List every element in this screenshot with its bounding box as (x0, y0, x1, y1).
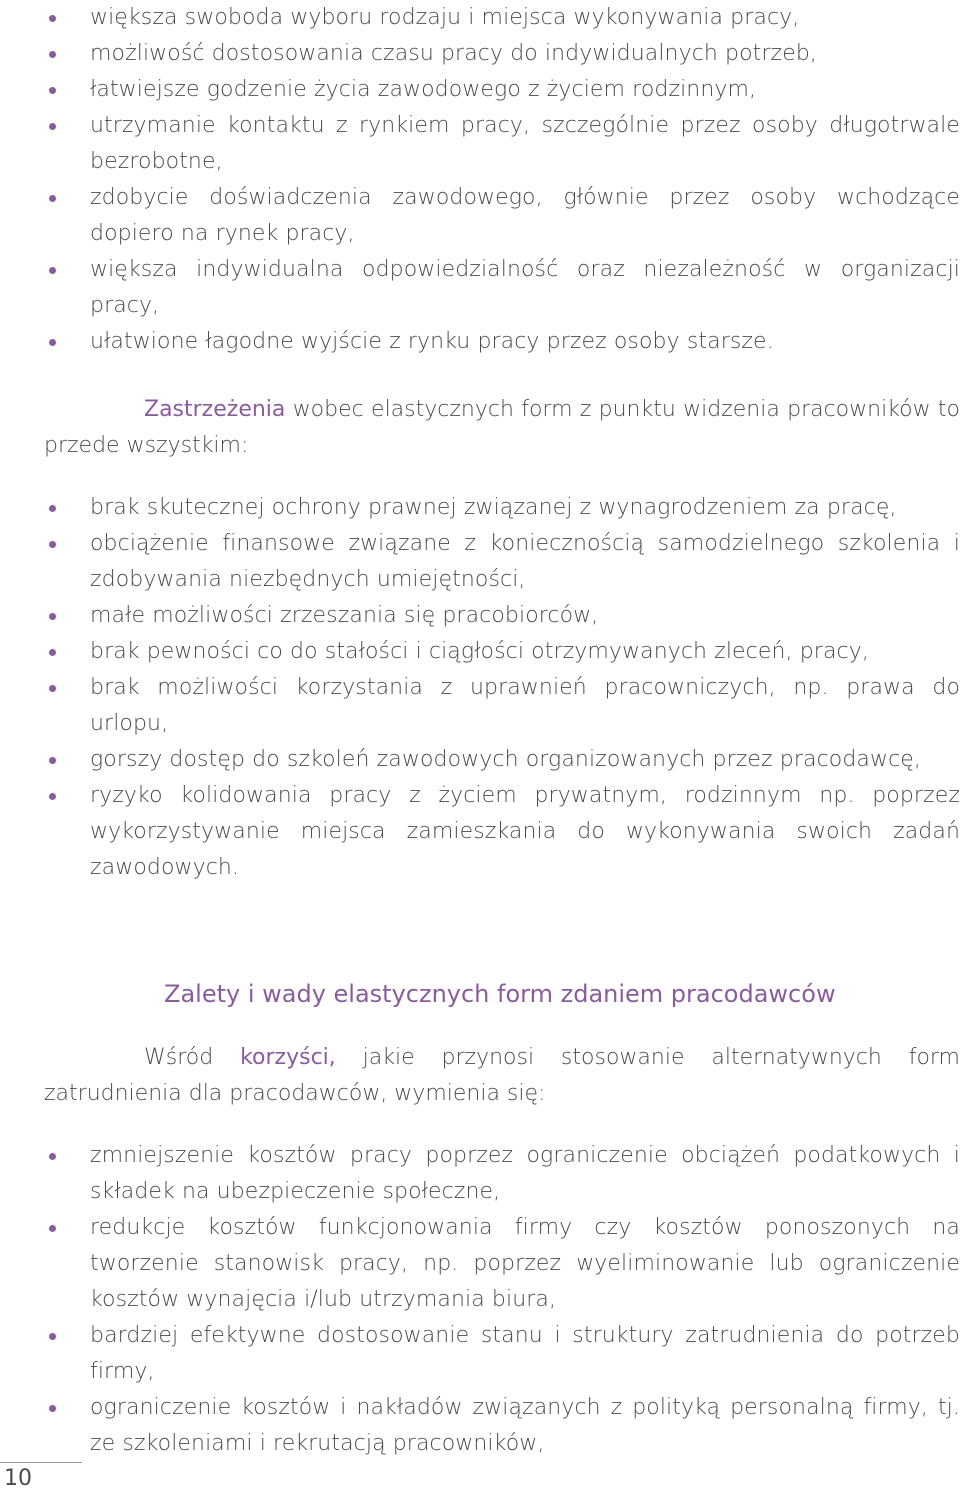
list-item: redukcje kosztów funkcjonowania firmy czy kosztów ponoszonych na tworzenie stanowisk pracy, np. poprzez wyeliminowanie lub ograniczenie kosztów wynajęcia i/lub utrzymania biura, (44, 1210, 960, 1318)
advantages-list (44, 0, 960, 360)
reservations-intro-text: wobec elastycznych form z punktu widzenia pracowników to przede wszystkim: (44, 397, 960, 458)
list-item: zmniejszenie kosztów pracy poprzez ograniczenie obciążeń podatkowych i składek na ubezpieczenie społeczne, (44, 1138, 960, 1210)
list-item: ryzyko kolidowania pracy z życiem prywatnym, rodzinnym np. poprzez wykorzystywanie miejsca zamieszkania do wykonywania swoich zadań zawodowych. (44, 778, 960, 886)
list-item: ograniczenie kosztów i nakładów związanych z polityką personalną firmy, tj. ze szkoleniami i rekrutacją pracowników, (44, 1390, 960, 1462)
benefits-intro-before: Wśród (144, 1045, 241, 1070)
list-item: obciążenie finansowe związane z koniecznością samodzielnego szkolenia i zdobywania niezbędnych umiejętności, (44, 526, 960, 598)
document-page (44, 0, 960, 1462)
reservations-highlight: Zastrzeżenia (144, 397, 286, 422)
list-item: łatwiejsze godzenie życia zawodowego z życiem rodzinnym, (44, 72, 960, 108)
list-item: brak pewności co do stałości i ciągłości otrzymywanych zleceń, pracy, (44, 634, 960, 670)
section-heading: Zalety i wady elastycznych form zdaniem pracodawców (164, 980, 836, 1008)
list-item: brak skutecznej ochrony prawnej związanej z wynagrodzeniem za pracę, (44, 490, 960, 526)
benefits-list (44, 1138, 960, 1462)
list-item: możliwość dostosowania czasu pracy do indywidualnych potrzeb, (44, 36, 960, 72)
list-item: zdobycie doświadczenia zawodowego, głównie przez osoby wchodzące dopiero na rynek pracy, (44, 180, 960, 252)
page-number: 10 (4, 1466, 32, 1491)
list-item: gorszy dostęp do szkoleń zawodowych organizowanych przez pracodawcę, (44, 742, 960, 778)
list-item: małe możliwości zrzeszania się pracobiorców, (44, 598, 960, 634)
reservations-intro (44, 392, 960, 464)
list-item: utrzymanie kontaktu z rynkiem pracy, szczególnie przez osoby długotrwale bezrobotne, (44, 108, 960, 180)
list-item: większa indywidualna odpowiedzialność oraz niezależność w organizacji pracy, (44, 252, 960, 324)
list-item: większa swoboda wyboru rodzaju i miejsca wykonywania pracy, (44, 0, 960, 36)
benefits-intro (44, 1040, 960, 1112)
benefits-intro-after: jakie przynosi stosowanie alternatywnych form zatrudnienia dla pracodawców, wymienia się: (44, 1045, 960, 1106)
benefits-highlight: korzyści, (240, 1045, 336, 1070)
reservations-list (44, 490, 960, 886)
list-item: bardziej efektywne dostosowanie stanu i struktury zatrudnienia do potrzeb firmy, (44, 1318, 960, 1390)
list-item: ułatwione łagodne wyjście z rynku pracy przez osoby starsze. (44, 324, 960, 360)
list-item: brak możliwości korzystania z uprawnień pracowniczych, np. prawa do urlopu, (44, 670, 960, 742)
page-number-rule (0, 1462, 82, 1463)
